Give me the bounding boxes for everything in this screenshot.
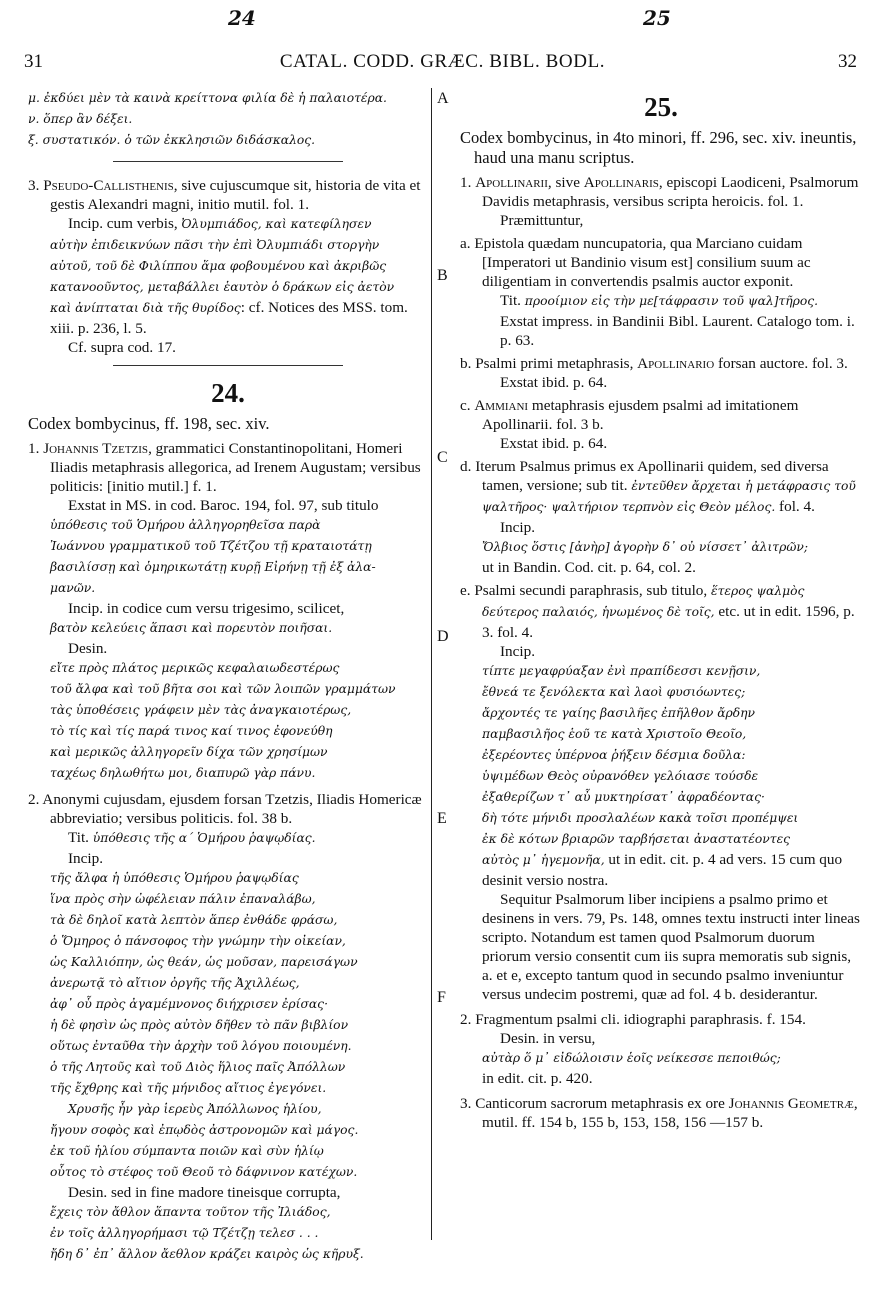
greek-line: ξ. συστατικόν. ὁ τῶν ἐκκλησιῶν διδάσκαλος. bbox=[28, 133, 316, 147]
reference-line: ut in Bandin. Cod. cit. p. 64, col. 2. bbox=[482, 559, 696, 576]
codex-number: 24. bbox=[211, 378, 245, 408]
subitem-b: b. Psalmi primi metaphrasis, Apollinario forsan auctore. fol. 3. bbox=[460, 355, 848, 372]
item-3-description bbox=[28, 176, 428, 214]
exstat-line: Exstat ibid. p. 64. bbox=[500, 374, 608, 391]
author-name: Ammiani bbox=[474, 397, 529, 414]
author-name: Apollinaris bbox=[583, 174, 659, 191]
exstat-line: Exstat impress. in Bandinii Bibl. Laurent. Catalogo tom. i. p. 63. bbox=[500, 313, 855, 349]
title-line: Tit. ὑπόθεσις τῆς α΄ Ὁμήρου ῥαψῳδίας. bbox=[68, 829, 316, 846]
author-name: Johannis Tzetzis bbox=[43, 440, 149, 457]
greek-line: ἤγουν σοφὸς καὶ ἐπῳδὸς ἀστρονομῶν καὶ μάγος. bbox=[50, 1123, 359, 1137]
greek-verse: δὴ τότε μήνιδι προσλαλέων κακὰ τοῖσι προπέμψει bbox=[482, 811, 799, 825]
greek-line: ἐν τοῖς ἀλληγορήμασι τῷ Τζέτζῃ τελεσ . . . bbox=[50, 1226, 319, 1240]
column-divider bbox=[431, 88, 432, 1240]
greek-line: τῆς ἔχθρης καὶ τῆς μήνιδος αἴτιος ἐγεγόνει. bbox=[50, 1081, 327, 1095]
greek-verse: τίπτε μεγαφρύαξαν ἐνὶ πραπίδεσσι κενῇσιν, bbox=[482, 664, 761, 678]
greek-line: μ. ἐκδύει μὲν τὰ καινὰ κρείττονα φιλία δὲ ἡ παλαιοτέρα. bbox=[28, 91, 387, 105]
incipit-label: Incip. bbox=[500, 643, 536, 660]
desinit-label: Desin. sed in fine madore tineisque corrupta, bbox=[68, 1184, 341, 1201]
margin-letter-e: E bbox=[437, 810, 447, 827]
greek-line: αὐτὰρ ὅ μ᾽ εἰδώλοισιν ἑοῖς νείκεσσε πεποιθώς; bbox=[482, 1051, 781, 1065]
item-1-description: 1. Apollinarii, sive Apollinaris, episcopi Laodiceni, Psalmorum Davidis metaphrasis, versibus scripta heroicis. fol. 1. bbox=[460, 174, 859, 210]
left-column bbox=[28, 88, 428, 1265]
item-1-description: 1. Johannis Tzetzis, grammatici Constantinopolitani, Homeri Iliadis metaphrasis allegorica, ad Irenem Augustam; versibus politicis: [initio mutil.] f. 1. bbox=[28, 440, 421, 495]
codex-number: 25. bbox=[644, 92, 678, 122]
greek-verse: ἔθνεά τε ξενόλεκτα καὶ λαοὶ φυσιόωντες; bbox=[482, 685, 746, 699]
greek-line: τὰ δὲ δηλοῖ κατὰ λεπτὸν ἅπερ ἐνθάδε φράσω, bbox=[50, 913, 338, 927]
greek-line: βασιλίσσῃ καὶ ὁμηρικωτάτῃ κυρῇ Εἰρήνῃ τῇ ἐξ ἀλα- bbox=[50, 560, 376, 574]
exstat-line: Exstat in MS. in cod. Baroc. 194, fol. 97, sub titulo bbox=[68, 497, 379, 514]
exstat-line: Exstat ibid. p. 64. bbox=[500, 435, 608, 452]
margin-letter-c: C bbox=[437, 449, 448, 466]
greek-verse: ἄρχοντές τε γαίης βασιλῆες ἐπῆλθον ἄρδην bbox=[482, 706, 756, 720]
greek-line: αὐτοῦ, τοῦ δὲ Φιλίππου ἅμα φοβουμένου καὶ ἀκριβῶς bbox=[50, 259, 387, 273]
greek-line: τοῦ ἄλφα καὶ τοῦ βῆτα σοι καὶ τῶν λοιπῶν γραμμάτων bbox=[50, 682, 396, 696]
incipit-line: Incip. in codice cum versu trigesimo, scilicet, bbox=[68, 600, 345, 617]
greek-line: καὶ μερικῶς ἀλληγορεῖν δίχα τῶν χρησίμων bbox=[50, 745, 328, 759]
greek-line: ἡ δὲ φησὶν ὡς πρὸς αὐτὸν δῆθεν τὸ πᾶν βιβλίον bbox=[50, 1018, 349, 1032]
handwritten-page-number-left: 24 bbox=[228, 6, 256, 30]
desinit-label: Desin. bbox=[68, 640, 108, 657]
subitem-a: a. Epistola quædam nuncupatoria, qua Marciano cuidam [Imperatori ut Bandinio visum est] consilium suum ac diligentiam in convertendis psalmis auctor exponit. bbox=[460, 235, 811, 290]
item-3-description: 3. Canticorum sacrorum metaphrasis ex ore Johannis Geometræ, mutil. ff. 154 b, 155 b, 153, 158, 156 —157 b. bbox=[460, 1095, 858, 1131]
subitem-e: e. Psalmi secundi paraphrasis, sub titulo, ἕτερος ψαλμὸς δεύτερος παλαιός, ἡνωμένος δὲ τοῖς, etc. ut in edit. 1596, p. 3. fol. 4. bbox=[460, 582, 855, 641]
greek-line: εἴτε πρὸς πλάτος μερικῶς κεφαλαιωδεστέρως bbox=[50, 661, 340, 675]
author-name: Pseudo-Callisthenis bbox=[43, 177, 174, 194]
margin-letter-d: D bbox=[437, 628, 449, 645]
author-name: Johannis Geometræ bbox=[728, 1095, 854, 1112]
greek-line: οὕτως ἐνταῦθα τὴν ἀρχὴν τοῦ λόγου ποιουμένη. bbox=[50, 1039, 352, 1053]
author-name: Apollinario bbox=[637, 355, 715, 372]
item-2-description: 2. Anonymi cujusdam, ejusdem forsan Tzetzis, Iliadis Homericæ abbreviatio; versibus politicis. fol. 38 b. bbox=[28, 791, 422, 827]
greek-line: ὡς Καλλιόπην, ὡς θεάν, ὡς μοῦσαν, παρεισάγων bbox=[50, 955, 358, 969]
greek-verse: ἐξερέοντες ὑπέρνοα ῥήξειν δέσμια δοῦλα: bbox=[482, 748, 746, 762]
greek-line: τὸ τίς καὶ τίς παρά τινος καί τινος ἐφονεύθη bbox=[50, 724, 333, 738]
right-column bbox=[460, 88, 862, 1132]
page-number-left: 31 bbox=[24, 51, 43, 72]
greek-line-with-ref: καὶ ἀνίπταται διὰ τῆς θυρίδος: cf. Notices des MSS. tom. xiii. p. 236, l. 5. bbox=[50, 299, 408, 337]
title-line: Tit. προοίμιον εἰς τὴν με[τάφρασιν τοῦ ψαλ]τῆρος. bbox=[500, 292, 819, 309]
greek-line: οὗτος τὸ στέφος τοῦ Θεοῦ τὸ δάφνινον κατέχων. bbox=[50, 1165, 358, 1179]
incipit-label: Incip. bbox=[500, 519, 536, 536]
desinit-label: Desin. in versu, bbox=[500, 1030, 596, 1047]
item-text: , sive cujuscumque sit, historia de vita et gestis Alexandri magni, initio mutil. fol. 1. bbox=[50, 177, 421, 213]
verse-end-line: αὐτὸς μ᾽ ἡγεμονῆα, ut in edit. cit. p. 4 ad vers. 15 cum quo desinit versio nostra. bbox=[482, 851, 843, 889]
subitem-d: d. Iterum Psalmus primus ex Apollinarii quidem, sed diversa tamen, versione; sub tit. ἐντεῦθεν ἄρχεται ἡ μετάφρασις τοῦ ψαλτῆρος· ψαλτήριον τερπνὸν εἰς Θεὸν μέλος. fol. 4. bbox=[460, 458, 856, 515]
greek-line: ὁ Ὅμηρος ὁ πάνσοφος τὴν γνώμην τὴν οἰκείαν, bbox=[50, 934, 346, 948]
item-number: 3. bbox=[28, 177, 40, 194]
greek-line: βατὸν κελεύεις ἅπασι καὶ πορευτὸν ποιῆσαι. bbox=[50, 621, 333, 635]
sequitur-paragraph: Sequitur Psalmorum liber incipiens a psalmo primo et desinens in vers. 79, Ps. 148, omnes textu instructi inter lineas scripto. Notandum est tamen quod Psalmorum duorum priorum versio consentit cum iis supra memoratis sub signis, a. et e, excepto tantum quod in secundo psalmo inveniuntur versus undecim postremi, quæ ad fol. 4 b. desiderantur. bbox=[482, 891, 860, 1003]
greek-line: κατανοοῦντος, μεταβάλλει ἑαυτὸν ὁ δράκων εἰς ἀετὸν bbox=[50, 280, 395, 294]
page-number-right: 32 bbox=[838, 51, 857, 72]
section-rule bbox=[113, 365, 343, 366]
greek-line: ν. ὅπερ ἂν δέξει. bbox=[28, 112, 133, 126]
greek-line: ἀνερωτᾷ τὸ αἴτιον ὀργῆς τῆς Ἀχιλλέως, bbox=[50, 976, 300, 990]
praemittuntur-line: Præmittuntur, bbox=[500, 212, 584, 229]
cross-reference: Cf. supra cod. 17. bbox=[68, 339, 176, 356]
handwritten-page-number-right: 25 bbox=[643, 6, 671, 30]
reference-line: in edit. cit. p. 420. bbox=[482, 1070, 593, 1087]
greek-line: ἵνα πρὸς σὴν ὠφέλειαν πάλιν ἐπαναλάβω, bbox=[50, 892, 316, 906]
greek-line: ἐκ τοῦ ἡλίου σύμπαντα ποιῶν καὶ σὺν ἡλίῳ bbox=[50, 1144, 324, 1158]
greek-verse: ἐξαθερίζων τ᾽ αὖ μυκτηρίσατ᾽ ἀφραδέοντας· bbox=[482, 790, 765, 804]
margin-letter-f: F bbox=[437, 989, 446, 1006]
greek-verse: ἐκ δὲ κότων βριαρῶν ταρβήσεται ἀναστατέοντες bbox=[482, 832, 791, 846]
greek-verse: ὑψιμέδων Θεὸς οὐρανόθεν γελόιασε τούσδε bbox=[482, 769, 759, 783]
greek-line: ἀφ᾽ οὗ πρὸς ἀγαμέμνονος διήχρισεν ἐρίσας· bbox=[50, 997, 328, 1011]
running-header bbox=[0, 51, 885, 77]
incipit-label: Incip. bbox=[68, 850, 104, 867]
greek-line: αὐτὴν ἐπιδεικνύων πᾶσι τὴν ἐπὶ Ὀλυμπιάδι στοργὴν bbox=[50, 238, 380, 252]
greek-line: ὑπόθεσις τοῦ Ὁμήρου ἀλληγορηθεῖσα παρὰ bbox=[50, 518, 321, 532]
greek-line: ἔχεις τὸν ἄθλον ἅπαντα τοῦτον τῆς Ἰλιάδος, bbox=[50, 1205, 331, 1219]
greek-line: ταχέως δηλωθήτω μοι, διαπυρῶ γὰρ πάνυ. bbox=[50, 766, 316, 780]
section-rule bbox=[113, 161, 343, 162]
greek-line: Ἰωάννου γραμματικοῦ τοῦ Τζέτζου τῇ κραταιοτάτῃ bbox=[50, 539, 372, 553]
author-name: Apollinarii bbox=[475, 174, 548, 191]
greek-line: Χρυσῆς ἦν γὰρ ἱερεὺς Ἀπόλλωνος ἡλίου, bbox=[68, 1102, 322, 1116]
item-2-description: 2. Fragmentum psalmi cli. idiographi paraphrasis. f. 154. bbox=[460, 1011, 806, 1028]
margin-letter-a: A bbox=[437, 90, 449, 107]
subitem-c: c. Ammiani metaphrasis ejusdem psalmi ad imitationem Apollinarii. fol. 3 b. bbox=[460, 397, 799, 433]
running-title: CATAL. CODD. GRÆC. BIBL. BODL. bbox=[279, 51, 606, 72]
incipit-line: Incip. cum verbis, Ὀλυμπιάδος, καὶ κατεφίλησεν bbox=[68, 215, 372, 232]
greek-line: μανῶν. bbox=[50, 581, 96, 595]
greek-line: ὁ τῆς Λητοῦς καὶ τοῦ Διὸς ἥλιος παῖς Ἀπόλλων bbox=[50, 1060, 346, 1074]
codex-title: Codex bombycinus, in 4to minori, ff. 296, sec. xiv. ineuntis, haud una manu scriptus. bbox=[460, 128, 857, 167]
greek-line: Ὄλβιος ὅστις [ἀνὴρ] ἀγορὴν δ᾽ οὐ νίσσετ᾽ ἀλιτρῶν; bbox=[482, 540, 808, 554]
codex-title: Codex bombycinus, ff. 198, sec. xiv. bbox=[28, 414, 270, 433]
greek-line: τῆς ἄλφα ἡ ὑπόθεσις Ὁμήρου ῥαψῳδίας bbox=[50, 871, 299, 885]
greek-verse: παμβασιλῆος ἑοῦ τε κατὰ Χριστοῖο Θεοῖο, bbox=[482, 727, 747, 741]
greek-line: τὰς ὑποθέσεις γράφειν μὲν τὰς ἀναγκαιοτέρως, bbox=[50, 703, 352, 717]
greek-text: Ὀλυμπιάδος, καὶ κατεφίλησεν bbox=[181, 217, 372, 231]
greek-line: ἤδη δ᾽ ἐπ᾽ ἄλλον ἄεθλον κράζει καιρὸς ὡς κῆρυξ. bbox=[50, 1247, 364, 1261]
margin-letter-b: B bbox=[437, 267, 448, 284]
